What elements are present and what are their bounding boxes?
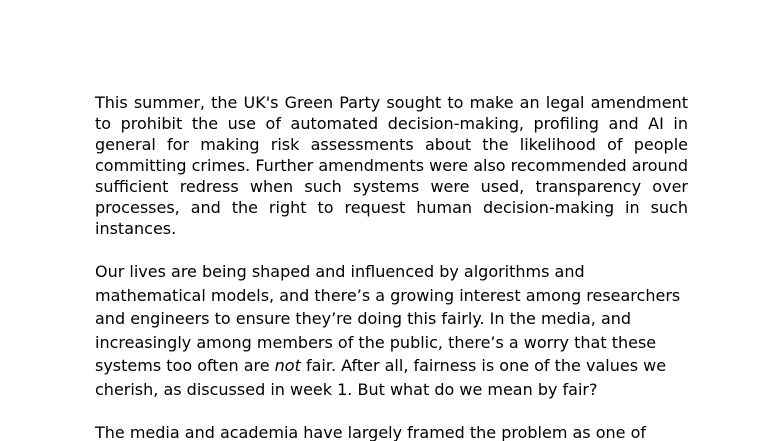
emphasized-word: not bbox=[274, 356, 301, 375]
document-body bbox=[95, 92, 688, 441]
paragraph-media-framing: The media and academia have largely framed the problem as one of bbox=[95, 423, 646, 441]
paragraph-green-party-amendment: This summer, the UK's Green Party sought to make an legal amendment to prohibit the use of automated decision-making, profiling and AI in general for making risk assessments about the likelihood of people committing crimes. Further amendments were also recommended around sufficient redress when such systems were used, transparency over processes, and the right to request human decision-making in such instances. bbox=[95, 93, 688, 238]
paragraph-algorithms-fairness bbox=[95, 260, 688, 401]
paragraph-text-part: fair. After all, fairness is one of the values we cherish, as discussed in week 1. But what do we mean by fair? bbox=[95, 356, 667, 399]
paragraph-text-part: Our lives are being shaped and influenced by algorithms and mathematical models, and there’s a growing interest among researchers and engineers to ensure they’re doing this fairly. In the media, and increasingly among members of the public, there’s a worry that these systems too often are bbox=[95, 262, 681, 375]
